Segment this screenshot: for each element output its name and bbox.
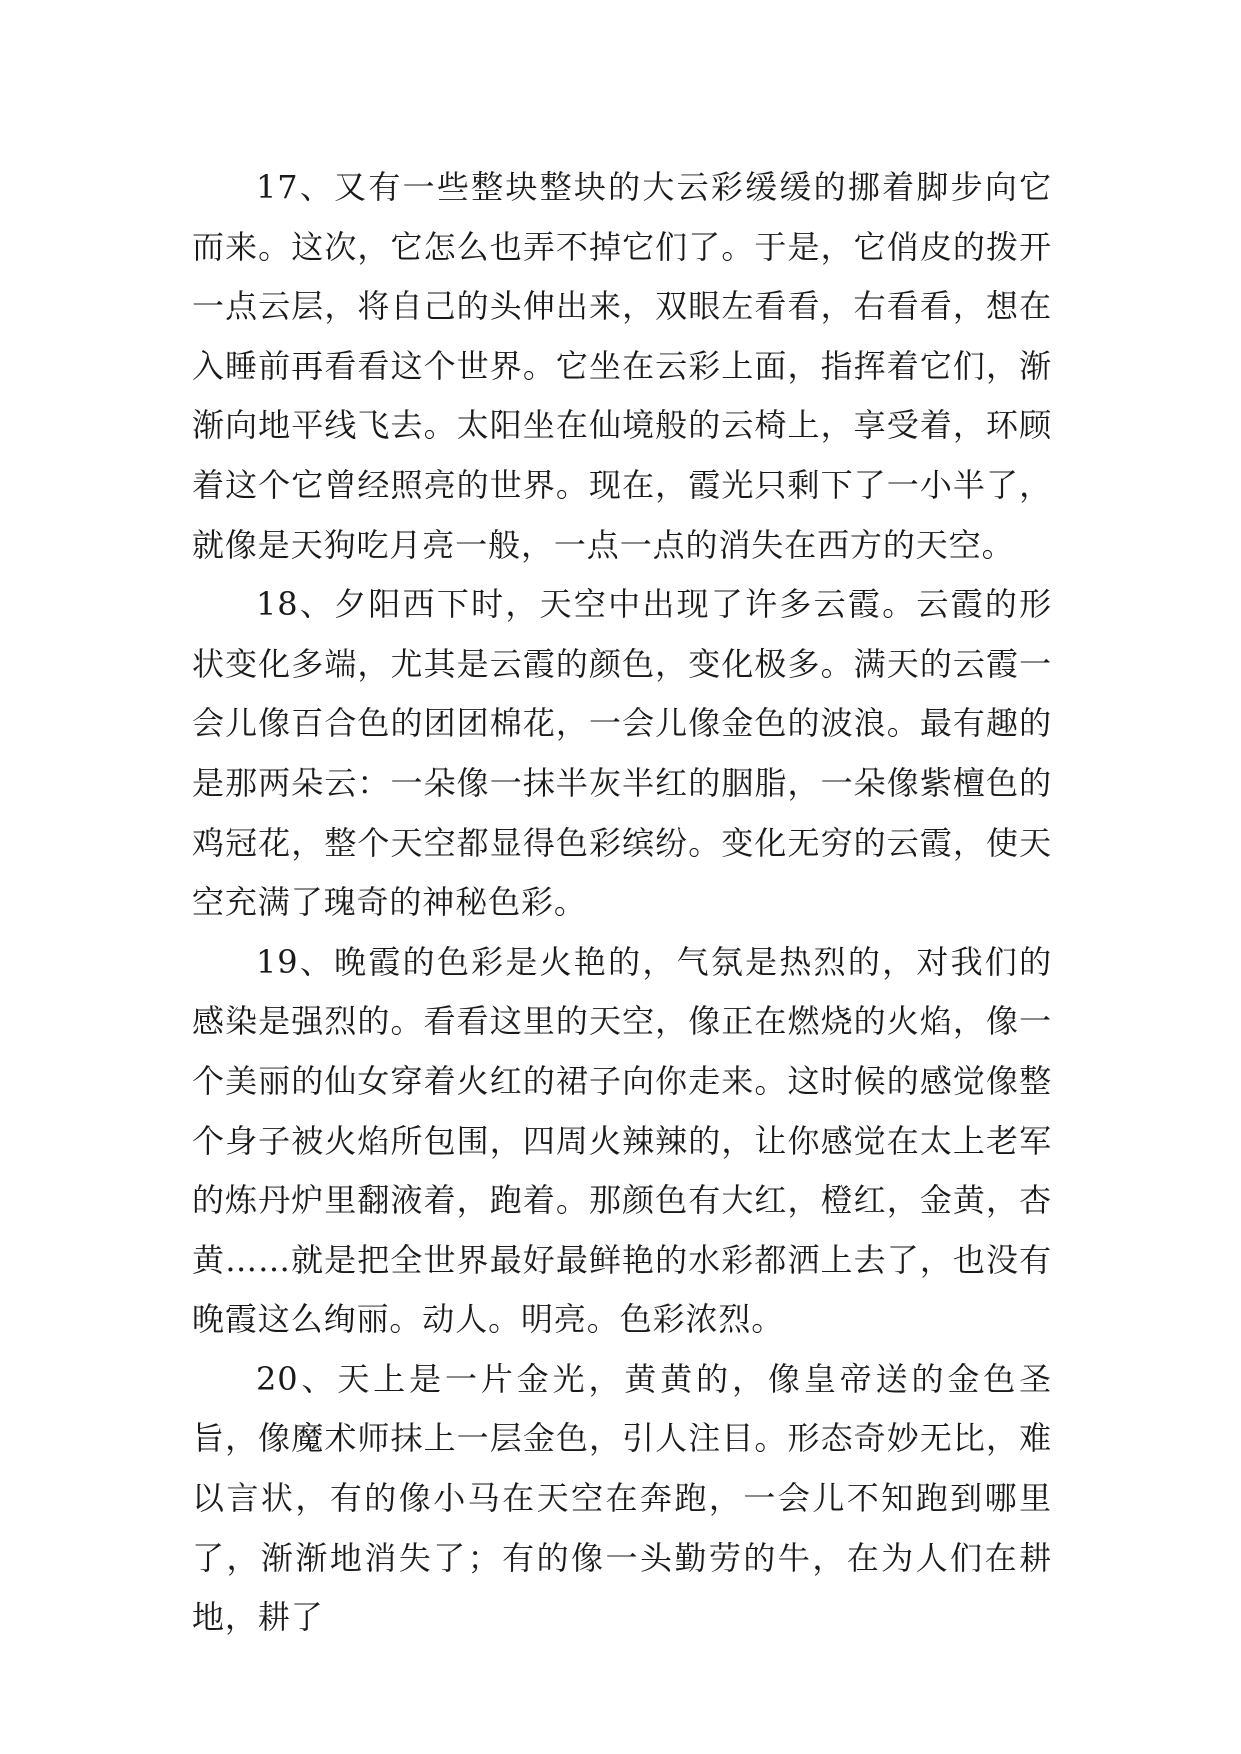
paragraph-18: 18、夕阳西下时，天空中出现了许多云霞。云霞的形状变化多端，尤其是云霞的颜色，变化极多。满天的云霞一会儿像百合色的团团棉花，一会儿像金色的波浪。最有趣的是那两朵云：一朵像一抹半灰半红的胭脂，一朵像紫檀色的鸡冠花，整个天空都显得色彩缤纷。变化无穷的云霞，使天空充满了瑰奇的神秘色彩。 (192, 585, 1052, 922)
document-body (192, 158, 1052, 1648)
paragraph-19: 19、晚霞的色彩是火艳的，气氛是热烈的，对我们的感染是强烈的。看看这里的天空，像正在燃烧的火焰，像一个美丽的仙女穿着火红的裙子向你走来。这时候的感觉像整个身子被火焰所包围，四周火辣辣的，让你感觉在太上老军的炼丹炉里翻液着，跑着。那颜色有大红，橙红，金黄，杏黄……就是把全世界最好最鲜艳的水彩都洒上去了，也没有晚霞这么绚丽。动人。明亮。色彩浓烈。 (192, 942, 1052, 1339)
paragraph-20: 20、天上是一片金光，黄黄的，像皇帝送的金色圣旨，像魔术师抹上一层金色，引人注目。形态奇妙无比，难以言状，有的像小马在天空在奔跑，一会儿不知跑到哪里了，渐渐地消失了；有的像一头勤劳的牛，在为人们在耕地，耕了 (192, 1359, 1052, 1637)
paragraph-17: 17、又有一些整块整块的大云彩缓缓的挪着脚步向它而来。这次，它怎么也弄不掉它们了。于是，它俏皮的拨开一点云层，将自己的头伸出来，双眼左看看，右看看，想在入睡前再看看这个世界。它坐在云彩上面，指挥着它们，渐渐向地平线飞去。太阳坐在仙境般的云椅上，享受着，环顾着这个它曾经照亮的世界。现在，霞光只剩下了一小半了，就像是天狗吃月亮一般，一点一点的消失在西方的天空。 (192, 168, 1052, 564)
